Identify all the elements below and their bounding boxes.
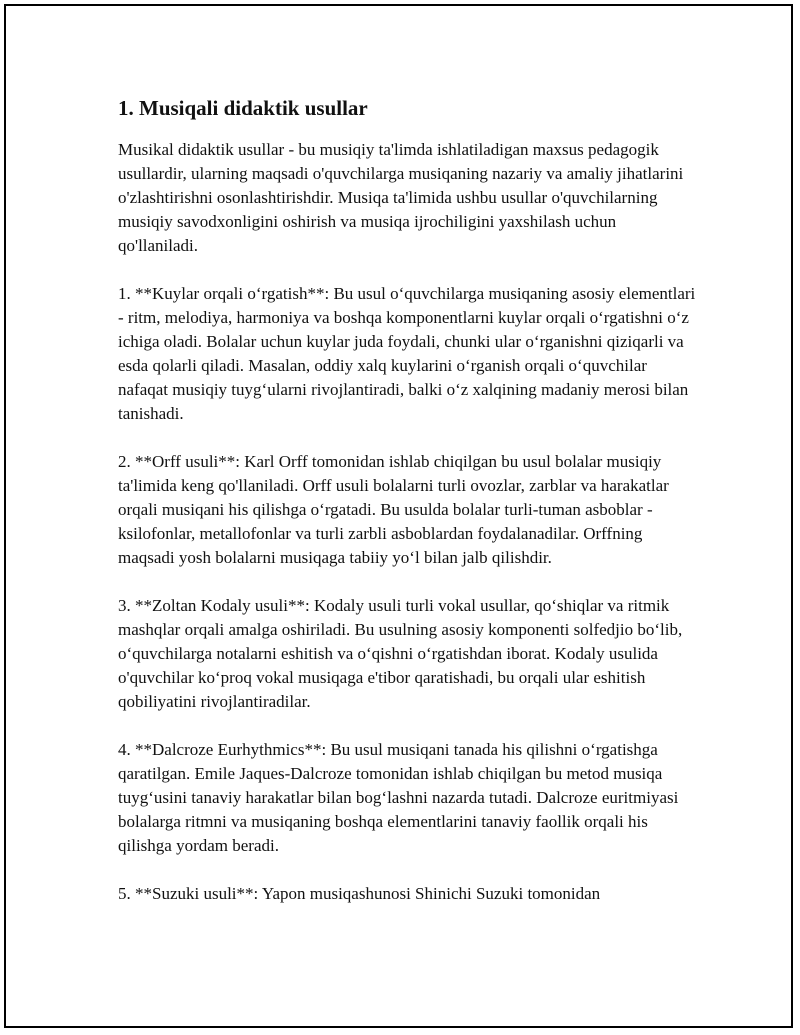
method-paragraph-orff: 2. **Orff usuli**: Karl Orff tomonidan ishlab chiqilgan bu usul bolalar musiqiy ta'limida keng qo'llaniladi. Orff usuli bolalarni turli ovozlar, zarblar va harakatlar orqali musiqani his qilishga o‘rgatadi. Bu usulda bolalar turli-tuman asboblar - ksilofonlar, metallofonlar va turli zarbli asboblardan foydalanadilar. Orffning maqsadi yosh bolalarni musiqaga tabiiy yo‘l bilan jalb qilishdir. <box>118 452 669 567</box>
document-body <box>118 94 698 906</box>
method-paragraph-songs: 1. **Kuylar orqali o‘rgatish**: Bu usul o‘quvchilarga musiqaning asosiy elementlari - ritm, melodiya, harmoniya va boshqa komponentlarni kuylar orqali o‘rgatishni o‘z ichiga oladi. Bolalar uchun kuylar juda foydali, chunki ular o‘rganishni qiziqarli va esda qolarli qiladi. Masalan, oddiy xalq kuylarini o‘rganish orqali o‘quvchilar nafaqat musiqiy tuyg‘ularni rivojlantiradi, balki o‘z xalqining madaniy merosi bilan tanishadi. <box>118 284 696 423</box>
section-heading: 1. Musiqali didaktik usullar <box>118 96 368 120</box>
method-paragraph-suzuki: 5. **Suzuki usuli**: Yapon musiqashunosi Shinichi Suzuki tomonidan <box>118 884 601 903</box>
method-paragraph-kodaly: 3. **Zoltan Kodaly usuli**: Kodaly usuli turli vokal usullar, qo‘shiqlar va ritmik mashqlar orqali amalga oshiriladi. Bu usulning asosiy komponenti solfedjio bo‘lib, o‘quvchilarga notalarni eshitish va o‘qishni o‘rgatishdan iborat. Kodaly usulida o'quvchilar ko‘proq vokal musiqaga e'tibor qaratishadi, bu orqali ular eshitish qobiliyatini rivojlantiradilar. <box>118 596 683 711</box>
method-paragraph-dalcroze: 4. **Dalcroze Eurhythmics**: Bu usul musiqani tanada his qilishni o‘rgatishga qaratilgan. Emile Jaques-Dalcroze tomonidan ishlab chiqilgan bu metod musiqa tuyg‘usini tanaviy harakatlar bilan bog‘lashni nazarda tutadi. Dalcroze euritmiyasi bolalarga ritmni va musiqaning boshqa elementlarini tanaviy faollik orqali his qilishga yordam beradi. <box>118 740 679 855</box>
intro-paragraph: Musikal didaktik usullar - bu musiqiy ta'limda ishlatiladigan maxsus pedagogik usullardir, ularning maqsadi o'quvchilarga musiqaning nazariy va amaliy jihatlarini o'zlashtirishni osonlashtirishdir. Musiqa ta'limida ushbu usullar o'quvchilarning musiqiy savodxonligini oshirish va musiqa ijrochiligini yaxshilash uchun qo'llaniladi. <box>118 140 684 255</box>
